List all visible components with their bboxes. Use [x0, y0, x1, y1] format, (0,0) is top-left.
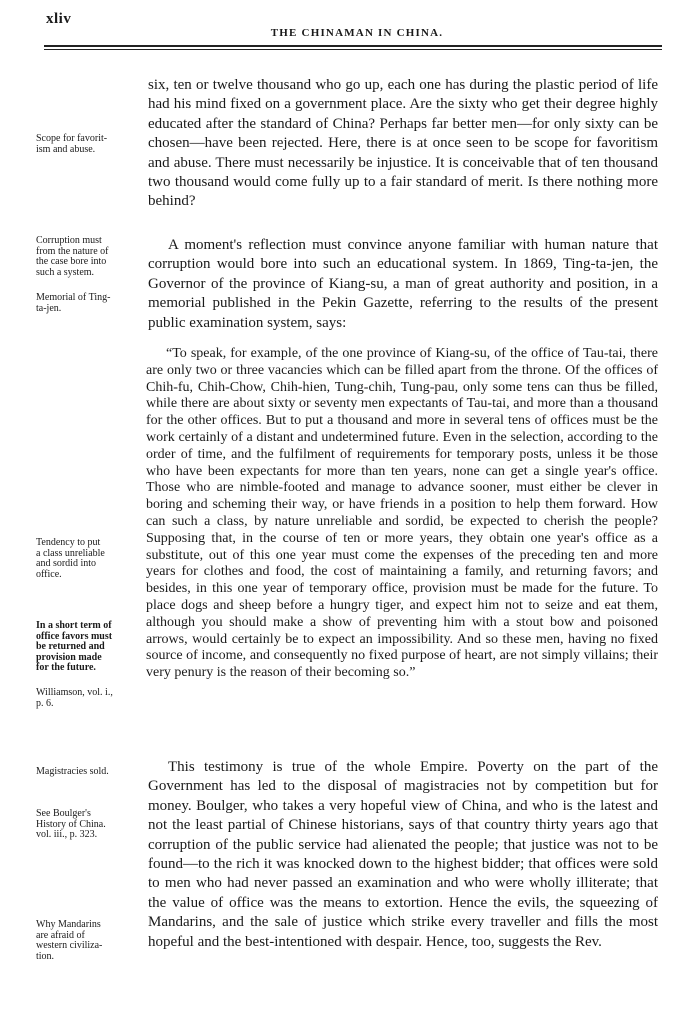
paragraph-scope-favoritism: six, ten or twelve thousand who go up, each one has during the plastic period of life had his mind fixed on a government place. Are the sixty who get their degree highly educated after the standard of China? Perhaps far better men—for only sixty can be chosen—have been rejected. Here, there is at once seen to be scope for favoritism and abuse. There must necessarily be injustice. It is conceivable that of ten thousand two thousand would come fully up to a fair standard of merit. Is there nothing more behind?: [148, 77, 658, 210]
sidenote-memorial: Memorial of Ting- ta-jen.: [36, 292, 111, 314]
sidenote-mandarins: Why Mandarins are afraid of western civiliza- tion.: [36, 919, 103, 962]
sidenote-tendency: Tendency to put a class unreliable and sordid into office.: [36, 537, 105, 580]
quote-ting-ta-jen-memorial: “To speak, for example, of the one province of Kiang-su, of the office of Tau-tai, there are only two or three vacancies which can be filled apart from the throne. Of the offices of Chih-fu, Chih-Chow, Chih-hien, Tung-chih, Tung-pau, only some tens can thus be filled, while there are about sixty or seventy men expectants of Tau-tai, and more than a thousand for the other offices. But to put a thousand and more in several tens of offices must be the work certainly of a distant and undetermined future. Even in the selection, according to the order of time, and the fulfilment of requirements for temporary posts, unless it be those who have been expectants for more than ten years, none can get a single year's office. Those who are nimble-footed and manage to advance sooner, must either be clever in boring and scheming their way, or have friends in a position to help them forward. How can such a class, by nature unreliable and sordid, be expected to cherish the people? Supposing that, in the course of ten or more years, they obtain one year's office as a substitute, out of this one year must come the expenses of the preceding ten and more years for clothes and food, the cost of maintaining a family, and returning favors; and besides, in this one year of temporary office, provision must be made for the future. To place dogs and sheep before a hungry tiger, and expect him not to seize and eat them, although you should make a show of preventing him with a stout bow and poisoned arrows, would certainly be to expect an impossibility. And so these men, having no fixed source of income, and consequently no fixed purpose of heart, are not simply villains; their very penury is the reason of their becoming so.”: [146, 346, 658, 681]
paragraph-magistracies: This testimony is true of the whole Empire. Poverty on the part of the Government has led to the disposal of magistracies not by competition but for money. Boulger, who takes a very hopeful view of China, and who is the latest and not the least partial of Chinese historians, says of that country thirty years ago that corruption of the public service had alienated the people; that justice was not to be found—to the rich it was knocked down to the highest bidder; that offices were sold to men who had never passed an examination and who were wholly illiterate; that the value of office was the means to extortion. Hence the evils, the squeezing of Mandarins, and the sale of justice which strike every traveller and fills the most hopeful and the best-intentioned with despair. Hence, too, suggests the Rev.: [148, 759, 658, 950]
sidenote-scope-favoritism: Scope for favorit- ism and abuse.: [36, 133, 108, 155]
paragraph-corruption: A moment's reflection must convince anyone familiar with human nature that corruption would bore into such an educational system. In 1869, Ting-ta-jen, the Governor of the province of Kiang-su, a man of great authority and position, in a memorial published in the Pekin Gazette, referring to the results of the present public examination system, says:: [148, 237, 658, 331]
header-rule-top: [44, 45, 662, 47]
sidenote-boulger-citation: See Boulger's History of China. vol. iii., p. 323.: [36, 808, 106, 841]
sidenote-williamson-citation: Williamson, vol. i., p. 6.: [36, 687, 113, 709]
sidenote-corruption: Corruption must from the nature of the case bore into such a system.: [36, 235, 109, 278]
running-title: THE CHINAMAN IN CHINA.: [270, 27, 444, 39]
header-rule-bottom: [44, 49, 662, 50]
sidenote-short-term: In a short term of office favors must be returned and provision made for the future.: [36, 620, 113, 674]
page-number: xliv: [46, 11, 72, 27]
sidenote-magistracies-sold: Magistracies sold.: [36, 766, 109, 777]
